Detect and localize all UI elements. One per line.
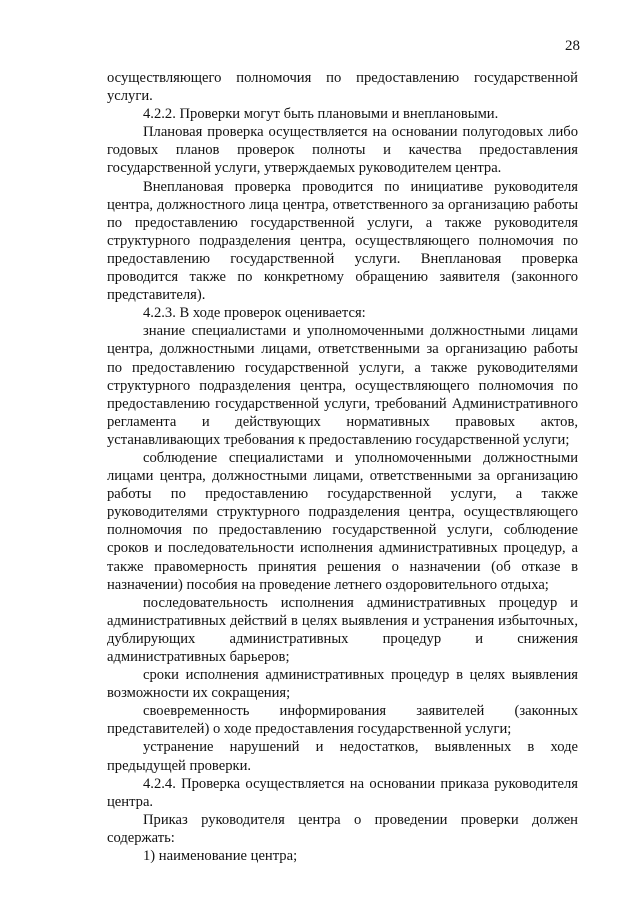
paragraph-13: Приказ руководителя центра о проведении проверки должен содержать: [107, 811, 578, 846]
paragraph-5: 4.2.3. В ходе проверок оценивается: [143, 305, 366, 322]
paragraph-2: 4.2.2. Проверки могут быть плановыми и внеплановыми. [143, 106, 499, 123]
paragraph-11: устранение нарушений и недостатков, выявленных в ходе предыдущей проверки. [107, 739, 578, 774]
paragraph-10: своевременность информирования заявителей (законных представителей) о ходе предоставления государственной услуги; [107, 703, 578, 738]
paragraph-3: Плановая проверка осуществляется на основании полугодовых либо годовых планов проверок полноты и качества предоставления государственной услуги, утверждаемых руководителем центра. [107, 124, 578, 177]
paragraph-9: сроки исполнения административных процедур в целях выявления возможности их сокращения; [107, 667, 578, 702]
paragraph-6: знание специалистами и уполномоченными должностными лицами центра, должностными лицами, ответственными за организацию работы по предоставлению государственной услуги, а также руководителями структурного подразделения центра, осуществляющего полномочия по предоставлению государственной услуги, требований Административного регламента и действующих нормативных правовых актов, устанавливающих требования к предоставлению государственной услуги; [107, 323, 578, 448]
paragraph-1: осуществляющего полномочия по предоставлению государственной услуги. [107, 70, 578, 105]
paragraph-12: 4.2.4. Проверка осуществляется на основании приказа руководителя центра. [107, 775, 578, 810]
paragraph-7: соблюдение специалистами и уполномоченными должностными лицами центра, должностными лицами, ответственными за организацию работы по предоставлению государственной услуги, а также руководителями структурного подразделения центра, осуществляющего полномочия по предоставлению государственной услуги, соблюдение сроков и последовательности исполнения административных процедур, а также правомерность принятия решения о назначении (об отказе в назначении) пособия на проведение летнего оздоровительного отдыха; [107, 449, 578, 593]
paragraph-4: Внеплановая проверка проводится по инициативе руководителя центра, должностного лица центра, ответственного за организацию работы по предоставлению государственной услуги, а также руководителя структурного подразделения центра, осуществляющего полномочия по предоставлению государственной услуги. Внеплановая проверка проводится также по конкретному обращению заявителя (законного представителя). [107, 178, 578, 304]
paragraph-8: последовательность исполнения административных процедур и административных действий в целях выявления и устранения избыточных, дублирующих административных процедур и снижения административных барьеров; [107, 594, 578, 665]
page-number: 28 [565, 38, 580, 54]
document-body [107, 69, 578, 865]
paragraph-14: 1) наименование центра; [143, 848, 298, 865]
